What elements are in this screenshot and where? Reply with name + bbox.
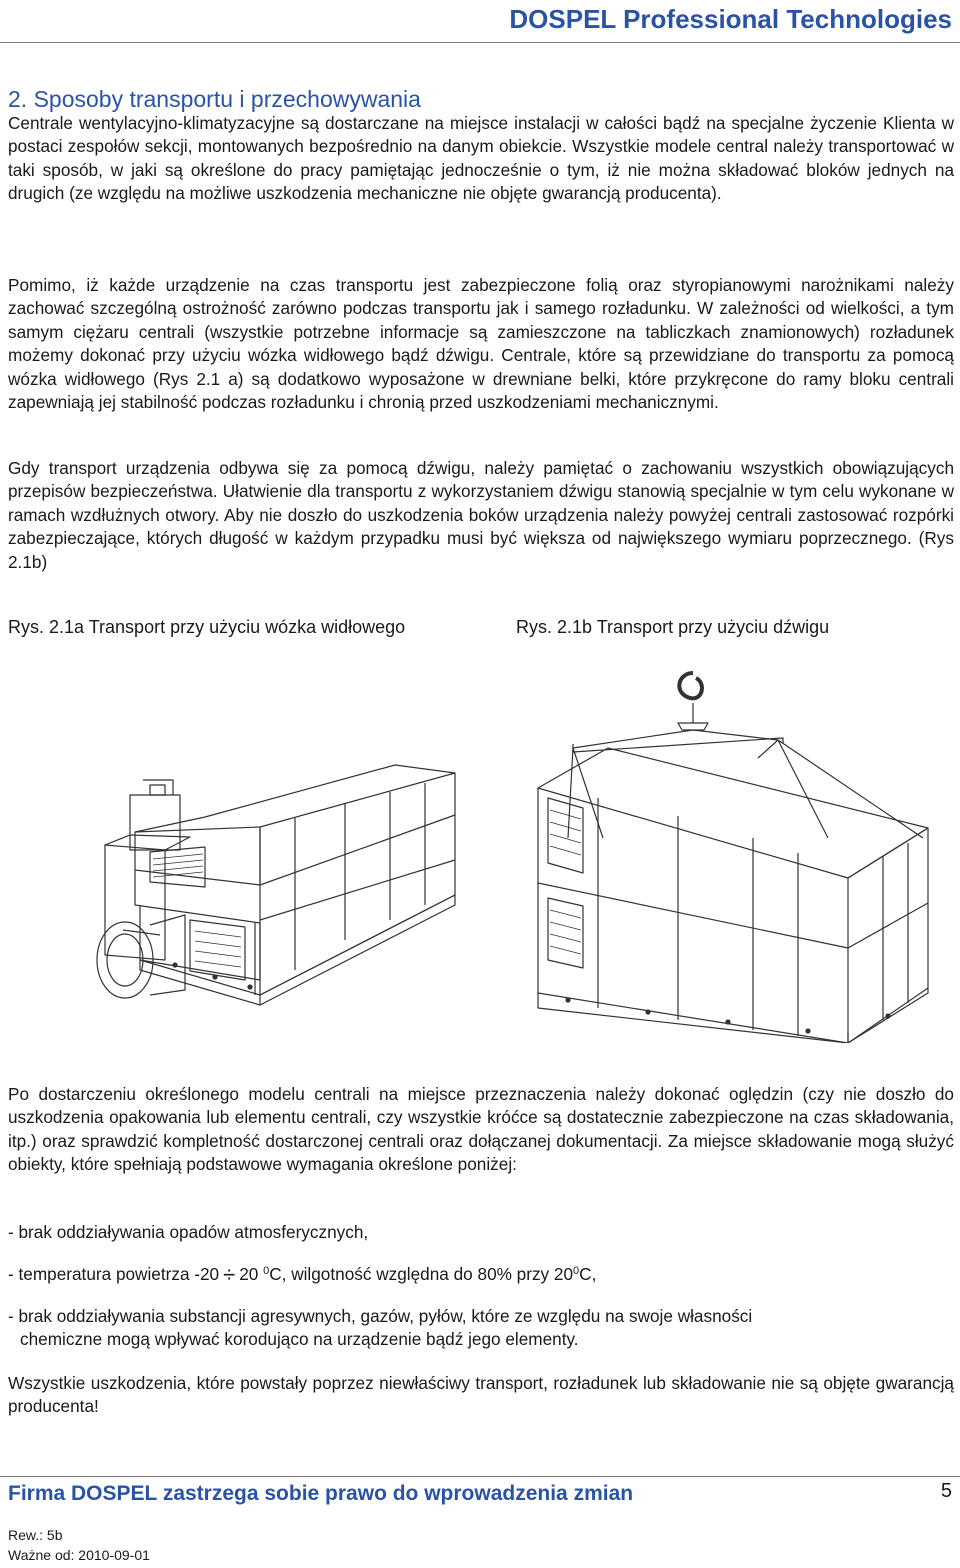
figure-a-caption: Rys. 2.1a Transport przy użyciu wózka widłowego — [8, 617, 406, 637]
brand-title: DOSPEL Professional Technologies — [509, 4, 952, 34]
figure-b-caption: Rys. 2.1b Transport przy użyciu dźwigu — [516, 617, 830, 637]
valid-from-label: Ważne od: 2010-09-01 — [8, 1547, 150, 1563]
header-divider — [0, 42, 960, 43]
paragraph-warranty: Wszystkie uszkodzenia, które powstały poprzez niewłaściwy transport, rozładunek lub składowanie nie są objęte gwarancją producenta! — [8, 1373, 954, 1417]
requirement-item-2-text-d: C, — [579, 1264, 597, 1284]
page-number: 5 — [940, 1480, 952, 1502]
revision-label: Rew.: 5b — [8, 1527, 63, 1543]
requirement-item-3 — [8, 1305, 954, 1352]
footer-divider — [0, 1476, 960, 1477]
degree-superscript: 0 — [573, 1265, 580, 1277]
requirement-item-3-line-2: chemiczne mogą wpływać korodująco na urządzenie bądź jego elementy. — [20, 1329, 579, 1350]
division-sign-icon: ÷ — [223, 1262, 236, 1287]
requirement-item-2-text-a: - temperatura powietrza -20 — [8, 1264, 220, 1284]
requirement-item-2-text-c: C, wilgotność względna do 80% przy 20 — [269, 1264, 574, 1284]
requirement-item-2 — [8, 1263, 954, 1286]
crane-transport-figure — [528, 648, 938, 1043]
forklift-transport-figure — [95, 755, 505, 1035]
paragraph-crane: Gdy transport urządzenia odbywa się za pomocą dźwigu, należy pamiętać o zachowaniu wszystkich obowiązujących przepisów bezpieczeństwa. Ułatwienie dla transportu z wykorzystaniem dźwigu stanowią specjalnie w tym celu wykonane w ramach wzdłużnych otwory. Aby nie doszło do uszkodzenia boków urządzenia należy powyżej centrali zastosować rozpórki zabezpieczające, których długość w każdym przypadku musi być większa od największego wymiaru poprzecznego. (Rys 2.1b) — [8, 458, 954, 572]
paragraph-inspection: Po dostarczeniu określonego modelu centrali na miejsce przeznaczenia należy dokonać oględzin (czy nie doszło do uszkodzenia opakowania lub elementu centrali, czy wszystkie króćce są dostatecznie zabezpieczone na czas składowania, itp.) oraz sprawdzić kompletność dostarczonej centrali oraz dołączanej dokumentacji. Za miejsce składowanie mogą służyć obiekty, które spełniają podstawowe wymagania określone poniżej: — [8, 1084, 954, 1175]
paragraph-unloading: Pomimo, iż każde urządzenie na czas transportu jest zabezpieczone folią oraz styropianowymi narożnikami należy zachować szczególną ostrożność zarówno podczas transportu jak i samego rozładunku. W zależności od wielkości, a tym samym ciężaru centrali (wszystkie potrzebne informacje są zamieszczone na tabliczkach znamionowych) rozładunek możemy dokonać przy użyciu wózka widłowego bądź dźwigu. Centrale, które są przewidziane do transportu za pomocą wózka widłowego (Rys 2.1 a) są dodatkowo wyposażone w drewniane belki, które przykręcone do ramy bloku centrali zapewniają jej stabilność podczas rozładunku i chronią przed uszkodzeniami mechanicznymi. — [8, 275, 954, 413]
paragraph-intro: Centrale wentylacyjno-klimatyzacyjne są dostarczane na miejsce instalacji w całości bądź na specjalne życzenie Klienta w postaci zespołów sekcji, montowanych bezpośrednio na danym obiekcie. Wszystkie modele central należy transportować w taki sposób, w jaki są określone do pracy pamiętając jednocześnie o tym, iż nie można składować bloków jednych na drugich (ze względu na możliwe uszkodzenia mechaniczne nie objęte gwarancją producenta). — [8, 113, 954, 204]
requirement-item-3-line-1: - brak oddziaływania substancji agresywnych, gazów, pyłów, które ze względu na swoje własności — [8, 1306, 753, 1326]
requirement-item-2-text-b: 20 — [239, 1264, 259, 1284]
section-title: 2. Sposoby transportu i przechowywania — [8, 86, 421, 112]
requirement-item-1: - brak oddziaływania opadów atmosferycznych, — [8, 1222, 369, 1242]
degree-superscript: 0 — [263, 1265, 270, 1277]
footer-disclaimer: Firma DOSPEL zastrzega sobie prawo do wprowadzenia zmian — [8, 1482, 634, 1505]
